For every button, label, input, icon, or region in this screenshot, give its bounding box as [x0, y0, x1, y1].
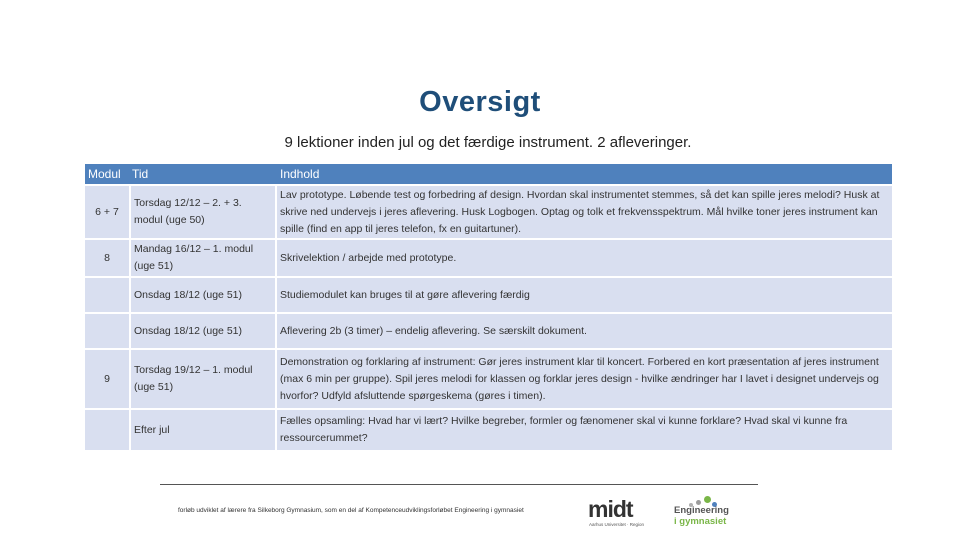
table-header-row	[85, 164, 892, 184]
table-row	[85, 278, 892, 312]
row-modul	[85, 410, 129, 450]
row-indhold: Studiemodulet kan bruges til at gøre aflevering færdig	[277, 278, 892, 312]
row-modul	[85, 278, 129, 312]
row-indhold: Aflevering 2b (3 timer) – endelig aflevering. Se særskilt dokument.	[277, 314, 892, 348]
table-row	[85, 186, 892, 238]
row-tid: Onsdag 18/12 (uge 51)	[129, 278, 277, 312]
row-indhold: Fælles opsamling: Hvad har vi lært? Hvilke begreber, formler og fænomener skal vi kunne forklare? Hvad skal vi kunne fra ressourcerummet?	[277, 410, 892, 450]
row-modul: 9	[85, 350, 129, 408]
engineering-logo	[656, 496, 736, 530]
row-modul: 8	[85, 240, 129, 276]
table-row	[85, 314, 892, 348]
row-tid: Mandag 16/12 – 1. modul (uge 51)	[129, 240, 277, 276]
footer-divider	[160, 484, 758, 485]
row-indhold: Skrivelektion / arbejde med prototype.	[277, 240, 892, 276]
row-modul	[85, 314, 129, 348]
midt-logo: midt	[588, 496, 633, 522]
header-modul: Modul	[85, 164, 129, 184]
row-indhold: Demonstration og forklaring af instrument: Gør jeres instrument klar til koncert. Forbered en kort præsentation af jeres instrument (max 6 min per gruppe). Spil jeres melodi for klassen og forklar jeres design - hvilke ændringer har I lavet i designet undervejs og hvorfor? Udfyld afsluttende spørgeskema (gøres i timen).	[277, 350, 892, 408]
table-row	[85, 350, 892, 408]
row-modul: 6 + 7	[85, 186, 129, 238]
row-tid: Efter jul	[129, 410, 277, 450]
table-row	[85, 410, 892, 450]
page-title: Oversigt	[419, 86, 541, 118]
engineering-logo-line2: i gymnasiet	[674, 516, 727, 527]
footer-credit: forløb udviklet af lærere fra Silkeborg Gymnasium, som en del af Kompetenceudviklingsforløbet Engineering i gymnasiet	[178, 507, 524, 514]
header-tid: Tid	[129, 164, 277, 184]
row-indhold: Lav prototype. Løbende test og forbedring af design. Hvordan skal instrumentet stemmes, så det kan spille jeres melodi? Husk at skrive ned undervejs i jeres aflevering. Husk Logbogen. Optag og tolk et frekvensspektrum. Mål hvilke toner jeres instrument kan spille (find en app til jeres telefon, fx en guitartuner).	[277, 186, 892, 238]
header-indhold: Indhold	[277, 164, 892, 184]
schedule-table	[85, 162, 892, 452]
table-row	[85, 240, 892, 276]
row-tid: Torsdag 12/12 – 2. + 3. modul (uge 50)	[129, 186, 277, 238]
row-tid: Onsdag 18/12 (uge 51)	[129, 314, 277, 348]
row-tid: Torsdag 19/12 – 1. modul (uge 51)	[129, 350, 277, 408]
page-subtitle: 9 lektioner inden jul og det færdige instrument. 2 afleveringer.	[284, 134, 692, 151]
midt-logo-subtitle: Aarhus Universitet · Region	[589, 522, 645, 527]
engineering-logo-line1: Engineering	[674, 505, 729, 516]
